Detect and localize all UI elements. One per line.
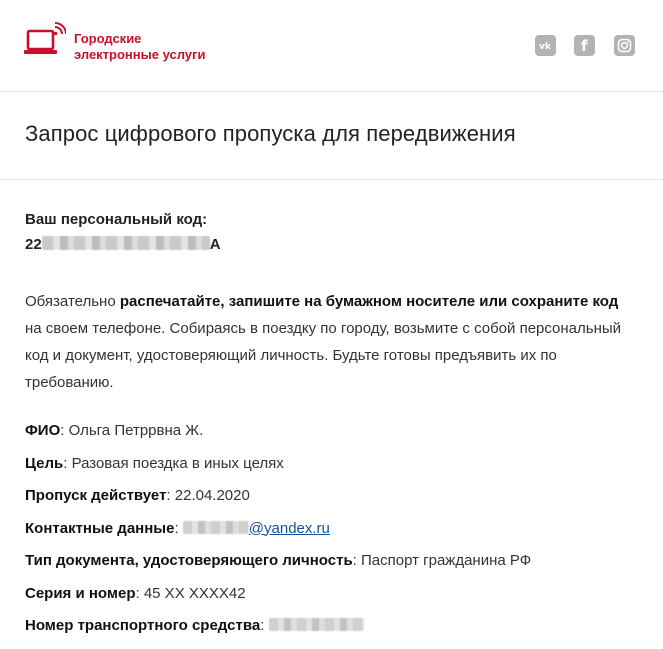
field-key: Контактные данные [25,519,175,537]
field-goal [25,454,645,487]
notice-text-2: на своем телефоне. Собираясь в поездку по городу, возьмите с собой персональный код и документ, удостоверяющий личность. Будьте готовы предъявить их по требованию. [25,320,622,391]
field-valid [25,486,645,519]
laptop-logo-icon[interactable] [24,22,66,62]
field-key: Цель [25,454,64,472]
code-suffix: A [209,236,221,253]
field-series [25,584,645,617]
page-title: Запрос цифрового пропуска для передвижения [25,121,516,146]
redacted-email [183,521,249,534]
brand-line-1: Городские [74,31,142,46]
personal-code-label: Ваш персональный код: [25,211,208,228]
field-contact [25,519,645,552]
email-link[interactable]: @yandex.ru [248,519,330,537]
redacted-vehicle-number [269,618,364,631]
field-document [25,551,645,584]
field-value: : Разовая поездка в иных целях [63,454,284,472]
field-key: ФИО [25,422,61,439]
field-value: : Паспорт гражданина РФ [352,552,532,569]
notice-paragraph [25,288,635,396]
redacted-code [42,236,210,250]
facebook-icon[interactable] [574,35,595,56]
field-fio [25,421,645,454]
pass-details [25,421,645,649]
field-key: Номер транспортного средства [25,617,261,634]
brand-line-2: электронные услуги [74,47,206,62]
notice-bold: распечатайте, запишите на бумажном носителе или сохраните код [119,293,619,310]
field-key: Пропуск действует [25,487,167,504]
field-sep: : [260,617,265,634]
field-key: Серия и номер [25,584,136,602]
notice-text-1: Обязательно [25,293,120,310]
code-prefix: 22 [25,236,42,253]
title-section [0,92,663,180]
field-vehicle [25,616,645,649]
personal-code-value [25,236,221,253]
field-sep: : [174,519,179,537]
brand-name[interactable] [74,31,205,63]
vk-icon[interactable] [535,35,556,56]
field-value: : 22.04.2020 [166,487,250,504]
site-header [0,0,663,92]
field-key: Тип документа, удостоверяющего личность [25,552,353,569]
svg-text:vk: vk [538,42,551,50]
field-value: : 45 XX XXXX42 [135,584,246,602]
instagram-icon[interactable] [614,35,635,56]
svg-text:f: f [580,38,588,53]
field-value: : Ольга Петррвна Ж. [60,422,204,439]
